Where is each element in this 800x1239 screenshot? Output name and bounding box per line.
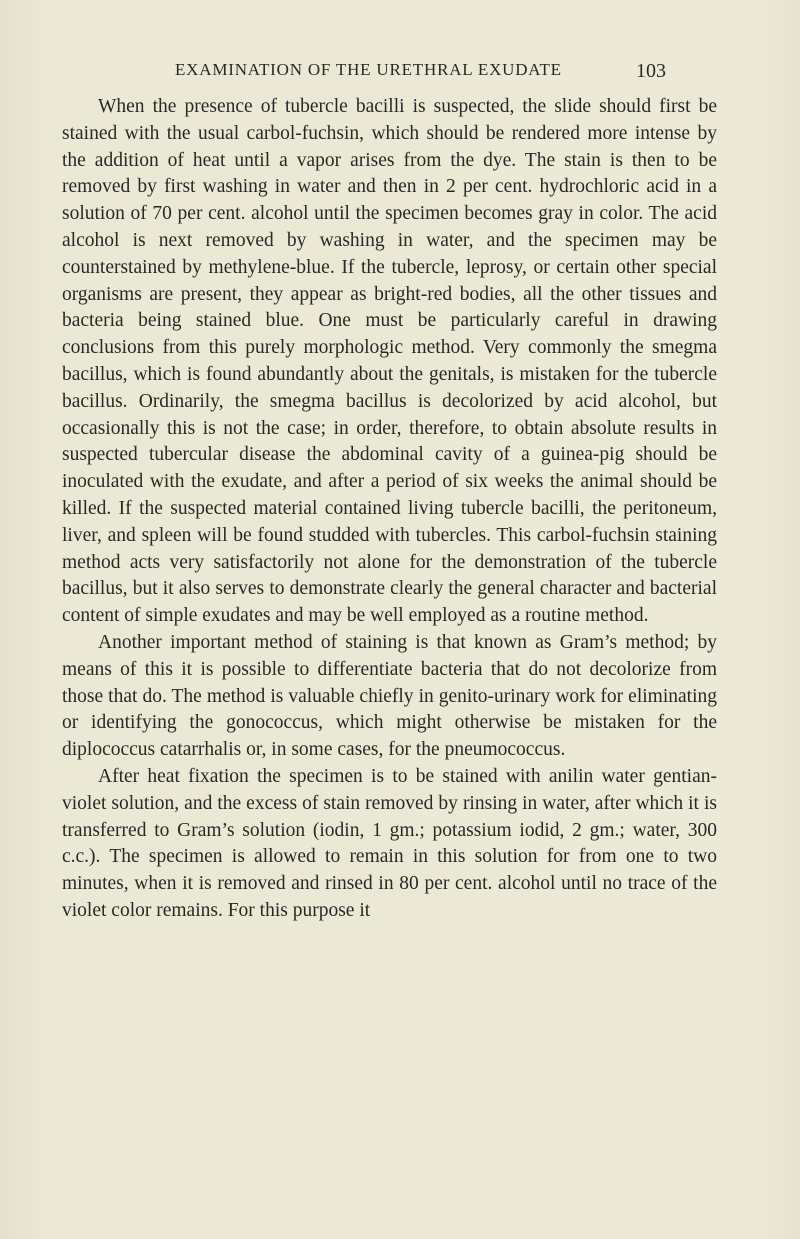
body-text [62, 94, 717, 925]
running-head-title: EXAMINATION OF THE URETHRAL EXUDATE [175, 60, 562, 79]
paragraph: When the presence of tubercle bacilli is suspected, the slide should first be stained with the usual carbol-fuchsin, which should be rendered more intense by the addition of heat until a vapor arises from the dye. The stain is then to be removed by first washing in water and then in 2 per cent. hydrochloric acid in a solution of 70 per cent. alcohol until the specimen becomes gray in color. The acid alcohol is next removed by washing in water, and the specimen may be counterstained by methylene-blue. If the tubercle, leprosy, or certain other special organisms are present, they appear as bright-red bodies, all the other tissues and bacteria being stained blue. One must be particularly careful in drawing conclusions from this purely morphologic method. Very commonly the smegma bacillus, which is found abundantly about the genitals, is mistaken for the tubercle bacillus. Ordinarily, the smegma bacillus is decolorized by acid alcohol, but occasionally this is not the case; in order, therefore, to obtain absolute results in suspected tubercular disease the abdominal cavity of a guinea-pig should be inoculated with the exudate, and after a period of six weeks the animal should be killed. If the suspected material contained living tubercle bacilli, the peritoneum, liver, and spleen will be found studded with tubercles. This carbol-fuchsin staining method acts very satisfactorily not alone for the demonstration of the tubercle bacillus, but it also serves to demonstrate clearly the general character and bacterial content of simple exudates and may be well employed as a routine method. [62, 96, 717, 627]
paragraph: Another important method of staining is that known as Gram’s method; by means of this it is possible to differentiate bacteria that do not decolorize from those that do. The method is valuable chiefly in genito-urinary work for eliminating or identifying the gonococcus, which might otherwise be mistaken for the diplococcus catarrhalis or, in some cases, for the pneumococcus. [62, 631, 717, 761]
running-head [0, 60, 800, 90]
paragraph: After heat fixation the specimen is to be stained with anilin water gentian-violet solution, and the excess of stain removed by rinsing in water, after which it is transferred to Gram’s solution (iodin, 1 gm.; potassium iodid, 2 gm.; water, 300 c.c.). The specimen is allowed to remain in this solution for from one to two minutes, when it is removed and rinsed in 80 per cent. alcohol until no trace of the violet color remains. For this purpose it [62, 765, 717, 921]
page-number: 103 [636, 60, 666, 82]
